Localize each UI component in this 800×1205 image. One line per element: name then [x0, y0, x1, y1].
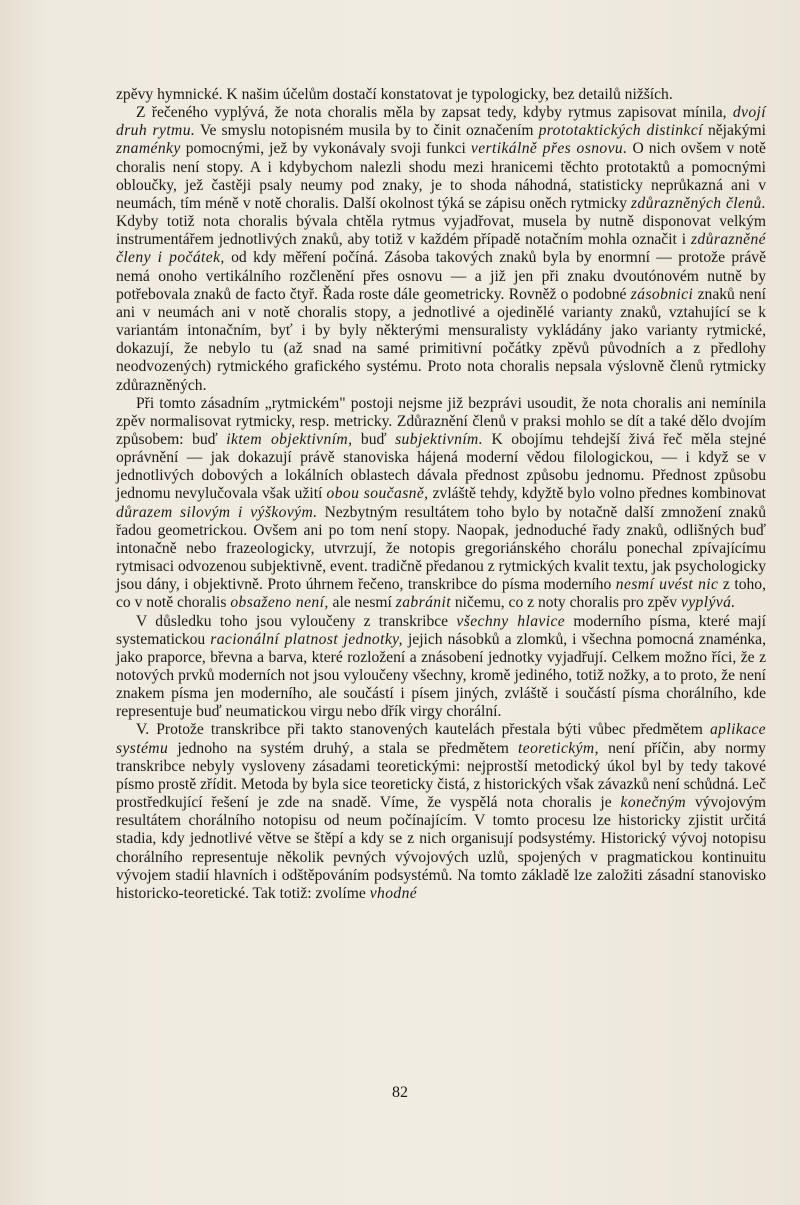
emphasized-text: obou současně,: [326, 485, 429, 503]
text-run: jejich násobků a zlomků, i všechna pomocná znaménka, jako praporce, břevna a barva, které rozložení a znásobení jednotky vyjadřují. Celkem možno říci, že z notových prvků moderních not jsou vyloučeny všechny, kromě jediného, totiž nožky, a to proto, že není znakem písma jen moderního, ale součástí i písem jiných, zvláště i součástí písma chorálního, kde representuje buď neumatickou virgu nebo dřík virgy chorální.: [116, 630, 766, 721]
emphasized-text: iktem objektivním,: [226, 430, 353, 448]
text-run: z toho, co v notě choralis: [116, 576, 766, 612]
text-run: K obojímu tehdejší živá řeč měla stejné oprávnění — jak dokazují právě stanoviska hájená moderní vědou filologickou, — i když se v jednotlivých dobových a lokálních oblastech dávala přednost způsobu jednomu. Přednost způsobu jednomu nevylučovala však užití: [116, 430, 766, 503]
emphasized-text: nesmí uvést nic: [615, 576, 719, 594]
emphasized-text: důrazem silovým i výškovým.: [116, 503, 318, 521]
paragraph-3: [116, 395, 766, 613]
text-run: ničemu, co z noty choralis pro zpěv: [450, 594, 681, 612]
emphasized-text: dvojí druh rytmu.: [116, 104, 766, 140]
emphasized-text: všechny hlavice: [456, 612, 566, 630]
text-run: ale nesmí: [328, 594, 396, 612]
paragraph-4: [116, 613, 766, 722]
text-run: buď: [352, 430, 396, 448]
paragraph-1: [116, 86, 766, 104]
emphasized-text: konečným: [620, 794, 687, 812]
body-text: [116, 86, 766, 903]
text-run: od kdy měření počíná. Zásoba takových znaků byla by enormní — protože právě nemá onoho vertikálního rozčlenění přes osnovu — a již jen při znaku dvoutónovém nutně by potřebovala znaků de facto čtyř. Řada roste dále geometricky. Rovněž o podobné: [116, 249, 767, 303]
emphasized-text: aplikace systému: [116, 721, 766, 757]
emphasized-text: zabránit: [395, 594, 451, 612]
text-run: vývojovým resultátem chorálního notopisu od neum počínajícím. V tomto procesu lze historicky zjistit určitá stadia, kdy jednotlivé větve se štěpí a kdy se z nich organisují podsystémy. Historický vývoj notopisu chorálního representuje několik pevných vývojových uzlů, spojených v pragmatickou kontinuitu vývojem stadií hlavních i odštěpováním podsystémů. Na tomto základě lze založiti zásadní stanovisko historicko-teoretické. Tak totiž: zvolíme: [116, 794, 766, 902]
text-run: O nich ovšem v notě choralis není stopy. A i kdybychom nalezli shodu mezi hranicemi těchto prototaktů a pomocnými obloučky, jež častěji psaly neumy pod znaky, je to shoda náhodná, statisticky neprůkazná ani v neumách, tím méně v notě choralis. Další okolnost týká se zápisu oněch rytmicky: [116, 140, 766, 212]
text-run: zvláště tehdy, kdyžtě bylo volno přednes kombinovat: [428, 485, 766, 503]
text-run: V důsledku toho jsou vyloučeny z transkribce: [136, 612, 457, 630]
emphasized-text: prototaktických distinkcí: [538, 122, 703, 140]
text-run: není příčin, aby normy transkribce nebyly vysloveny zásadami teoretickými: nejprostší metodický úkol byl by tedy takové písmo prostě zřídit. Metoda by byla sice teoreticky čistá, z historických však závazků není schůdná. Leč prostředkující řešení je zde na snadě. Víme, že vyspělá nota choralis je: [116, 739, 766, 812]
emphasized-text: zdůrazněných členů.: [630, 194, 767, 212]
text-run: Ve smyslu notopisném musila by to činit označením: [195, 122, 539, 140]
emphasized-text: zdůrazněné členy i počátek,: [116, 231, 766, 267]
emphasized-text: vyplývá.: [680, 594, 736, 612]
emphasized-text: vhodné: [369, 884, 418, 902]
text-run: zpěvy hymnické. K našim účelům dostačí konstatovat je typologicky, bez detailů nižších.: [116, 86, 673, 103]
text-run: Z řečeného vyplývá, že nota choralis měla by zapsat tedy, kdyby rytmus zapisovat mínila,: [136, 104, 733, 122]
page-number: 82: [392, 1084, 408, 1101]
emphasized-text: znaménky: [116, 140, 181, 158]
emphasized-text: teoretickým,: [518, 739, 599, 757]
text-run: jednoho na systém druhý, a stala se předmětem: [168, 739, 519, 757]
emphasized-text: zásobnici: [630, 285, 694, 303]
text-run: Při tomto zásadním „rytmickém" postoji nejsme již bezprávi usoudit, že nota choralis ani nemínila zpěv normalisovat rytmicky, resp. metricky. Zdůraznění členů v praksi mohlo se dít a také dělo dvojím způsobem: buď: [116, 394, 766, 448]
emphasized-text: vertikálně přes osnovu.: [470, 140, 628, 158]
paragraph-2: [116, 104, 766, 395]
emphasized-text: obsaženo není,: [230, 594, 329, 612]
text-run: moderního písma, které mají systematickou: [116, 612, 766, 648]
text-run: znaků není ani v neumách ani v notě choralis stopy, a jednotlivé a ojedinělé varianty znaků, vztahující se k variantám intonačním, byť i by byly některými mensuralisty vykládány jako varianty rytmické, dokazují, že nebylo tu (až snad na samé primitivní počátky zpěvů původních a z předlohy neodvozených) rytmického grafického systému. Proto nota choralis nepsala výslovně členů rytmicky zdůrazněných.: [116, 285, 766, 394]
text-run: Nezbytným resultátem toho bylo by notačně další zmnožení znaků řadou geometrickou. Ovšem ani po tom není stopy. Naopak, jednoduché řady znaků, odlišných buď intonačně nebo frazeologicky, utvrzují, že notopis gregoriánského chorálu ponechal zpívajícímu rytmisaci odvozenou subjektivně, event. tradičně předanou z rytmických kvalit textu, jak psychologicky jsou dány, i objektivně. Proto úhrnem řečeno, transkribce do písma moderního: [116, 503, 766, 594]
text-run: V. Protože transkribce při takto stanovených kautelách přestala býti vůbec předmětem: [136, 721, 710, 739]
text-run: nějakými: [702, 122, 766, 140]
emphasized-text: racionální platnost jednotky,: [210, 630, 403, 648]
emphasized-text: subjektivním.: [395, 430, 484, 448]
text-run: Kdyby totiž nota choralis bývala chtěla rytmus vyjadřovat, musela by nutně disponovat velkým instrumentářem jednotlivých znaků, aby totiž v každém případě notačním mohla označit i: [116, 213, 766, 249]
paragraph-5: [116, 721, 766, 903]
text-run: pomocnými, jež by vykonávaly svoji funkci: [180, 140, 471, 158]
